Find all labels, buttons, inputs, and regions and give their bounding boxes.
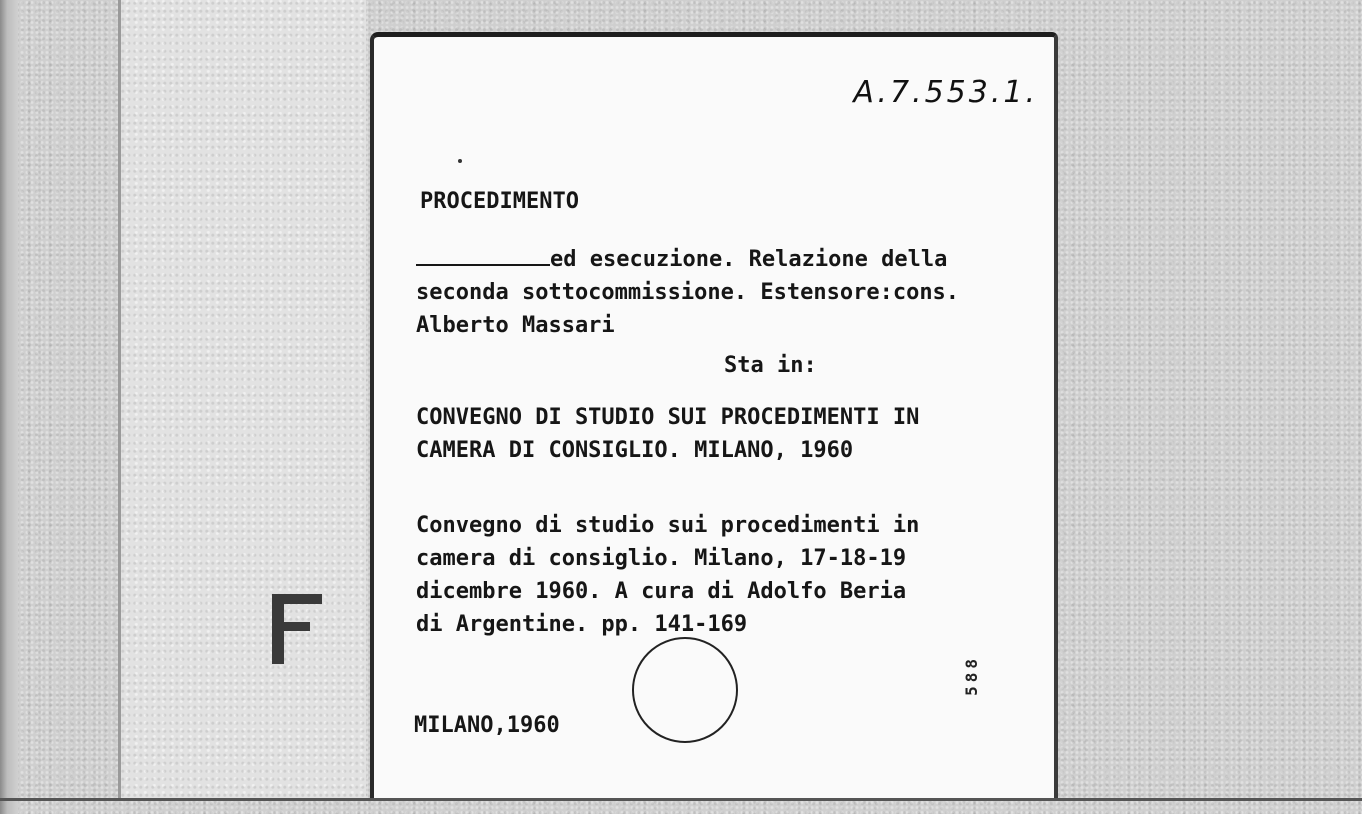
side-number: 588	[962, 655, 981, 696]
title-block	[416, 243, 959, 342]
place-date: MILANO,1960	[414, 713, 560, 738]
scan-bottom-edge	[0, 798, 1362, 801]
description-block	[416, 509, 919, 641]
catalog-card	[370, 32, 1058, 800]
series-line-2: CAMERA DI CONSIGLIO. MILANO, 1960	[416, 438, 854, 463]
description-line-3: dicembre 1960. A cura di Adolfo Beria	[416, 579, 907, 604]
title-line-2: seconda sottocommissione. Estensore:cons.	[416, 280, 960, 305]
sta-in-label: Sta in:	[724, 353, 817, 378]
description-line-2: camera di consiglio. Milano, 17-18-19	[416, 546, 907, 571]
series-block	[416, 401, 919, 467]
margin-letter-f	[268, 590, 326, 666]
ditto-line	[416, 263, 550, 266]
description-line-4: di Argentine. pp. 141-169	[416, 612, 748, 637]
series-line-1: CONVEGNO DI STUDIO SUI PROCEDIMENTI IN	[416, 405, 920, 430]
scan-left-edge	[0, 0, 18, 814]
description-line-1: Convegno di studio sui procedimenti in	[416, 513, 920, 538]
title-line-1: ed esecuzione. Relazione della	[550, 247, 948, 272]
ink-speck	[458, 159, 462, 163]
hole-punch-circle	[632, 637, 738, 743]
adjacent-card-strip	[118, 0, 366, 800]
card-heading: PROCEDIMENTO	[420, 189, 579, 214]
title-line-3: Alberto Massari	[416, 313, 615, 338]
shelfmark: A.7.553.1.	[853, 75, 1038, 110]
